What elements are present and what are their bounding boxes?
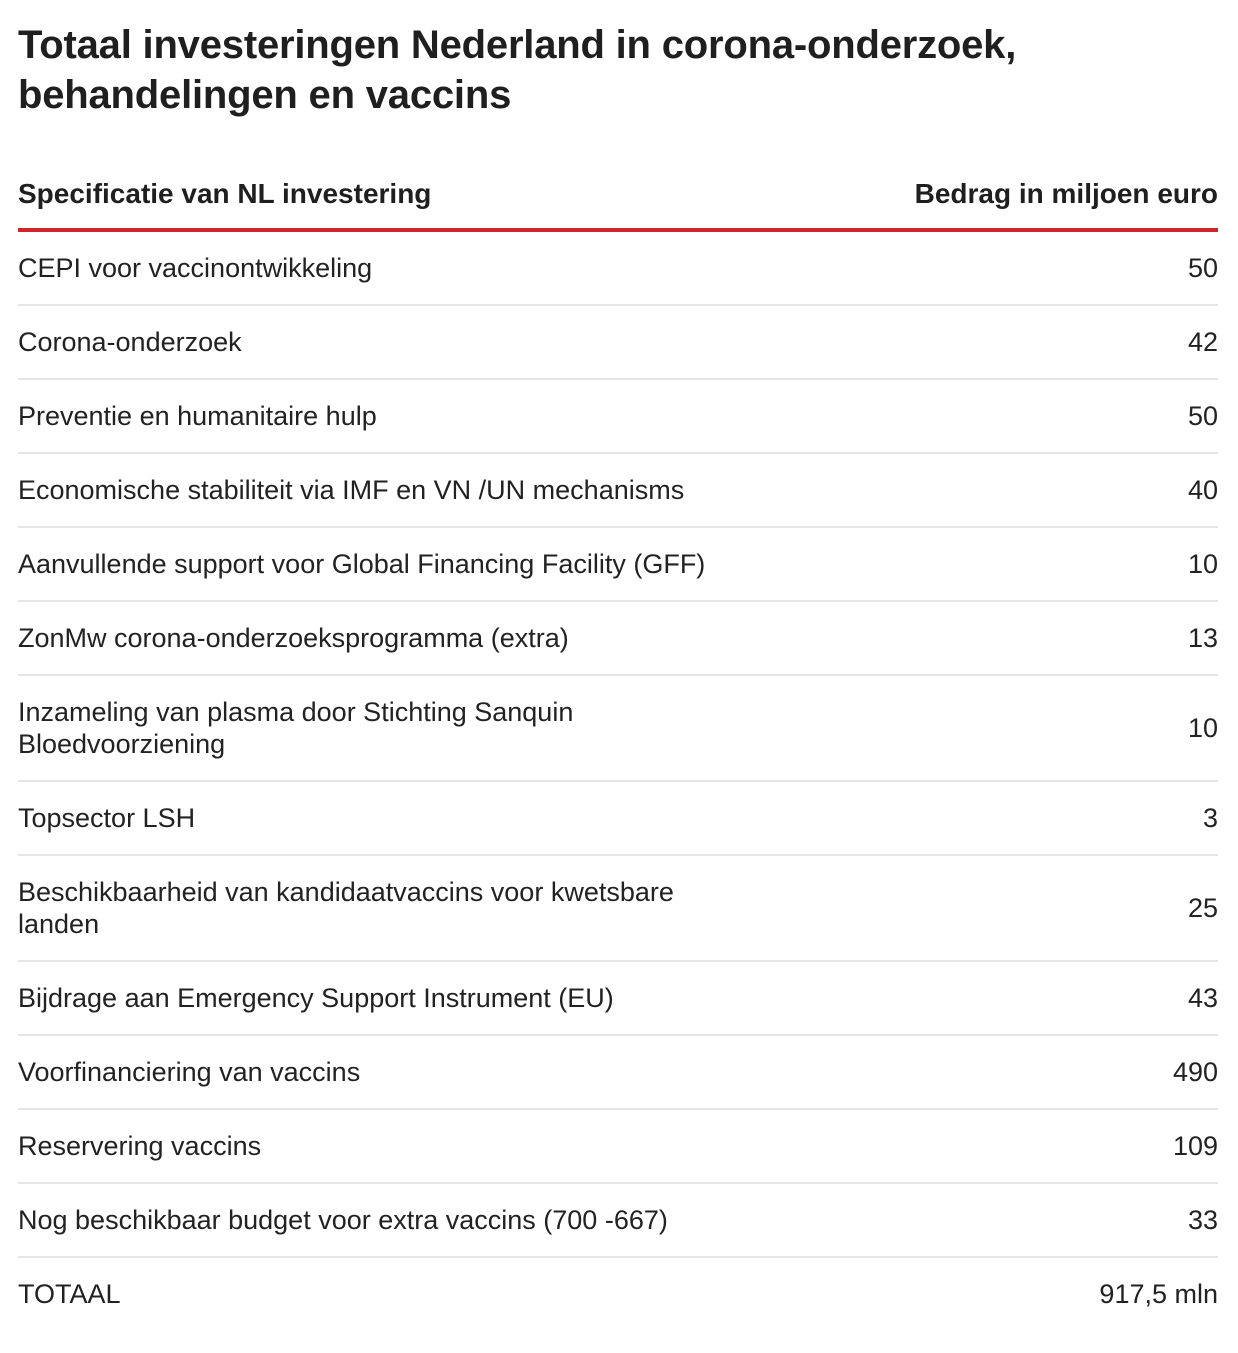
- total-label: [18, 1257, 878, 1330]
- row-value: 3: [878, 781, 1218, 855]
- row-value: 50: [878, 230, 1218, 305]
- row-value: 490: [878, 1035, 1218, 1109]
- row-value: 10: [878, 675, 1218, 781]
- table-row: [18, 1035, 1218, 1109]
- row-label: [18, 855, 878, 961]
- row-value: 25: [878, 855, 1218, 961]
- row-value: 42: [878, 305, 1218, 379]
- row-label: [18, 961, 878, 1035]
- row-label-text: Nog beschikbaar budget voor extra vaccins (700 -667): [18, 1205, 668, 1235]
- row-label: [18, 1035, 878, 1109]
- row-label: [18, 1109, 878, 1183]
- row-label-text: Corona-onderzoek: [18, 327, 242, 357]
- row-label: [18, 781, 878, 855]
- row-label-text: Topsector LSH: [18, 803, 196, 833]
- table-row: [18, 1183, 1218, 1257]
- row-label-text: Beschikbaarheid van kandidaatvaccins voor kwetsbare landen: [18, 877, 674, 939]
- total-value: 917,5 mln: [1099, 1279, 1218, 1309]
- table-row: [18, 1109, 1218, 1183]
- row-label: [18, 527, 878, 601]
- table-row: [18, 601, 1218, 675]
- row-value: 13: [878, 601, 1218, 675]
- investment-table: [18, 170, 1218, 1330]
- table-row: [18, 379, 1218, 453]
- row-label-text: Reservering vaccins: [18, 1131, 262, 1161]
- table-row: [18, 230, 1218, 305]
- table-row: [18, 527, 1218, 601]
- row-label-text: Aanvullende support voor Global Financing Facility (GFF): [18, 549, 706, 579]
- row-label: [18, 379, 878, 453]
- row-value: 50: [878, 379, 1218, 453]
- chart-title: Totaal investeringen Nederland in corona-onderzoek, behandelingen en vaccins: [18, 23, 1017, 117]
- table-row: [18, 961, 1218, 1035]
- row-value: 109: [878, 1109, 1218, 1183]
- column-header-specification: Specificatie van NL investering: [18, 170, 878, 230]
- row-label: [18, 601, 878, 675]
- chart-container: [18, 20, 1218, 1330]
- row-label: [18, 453, 878, 527]
- row-label: [18, 675, 878, 781]
- total-row: [18, 1257, 1218, 1330]
- table-row: [18, 305, 1218, 379]
- row-label-text: Economische stabiliteit via IMF en VN /UN mechanisms: [18, 475, 685, 505]
- row-label: [18, 1183, 878, 1257]
- row-value: 33: [878, 1183, 1218, 1257]
- row-value: 43: [878, 961, 1218, 1035]
- row-label-text: ZonMw corona-onderzoeksprogramma (extra): [18, 623, 569, 653]
- column-header-amount: Bedrag in miljoen euro: [878, 170, 1218, 230]
- table-row: [18, 781, 1218, 855]
- row-label: [18, 305, 878, 379]
- row-label-text: Bijdrage aan Emergency Support Instrument (EU): [18, 983, 614, 1013]
- table-row: [18, 855, 1218, 961]
- table-row: [18, 453, 1218, 527]
- total-label-text: TOTAAL: [18, 1279, 121, 1309]
- table-body: [18, 230, 1218, 1330]
- header-row: [18, 170, 1218, 230]
- table-row: [18, 675, 1218, 781]
- row-label-text: Inzameling van plasma door Stichting Sanquin Bloedvoorziening: [18, 697, 574, 759]
- row-label-text: CEPI voor vaccinontwikkeling: [18, 253, 373, 283]
- row-value: 10: [878, 527, 1218, 601]
- row-value: 40: [878, 453, 1218, 527]
- row-label-text: Preventie en humanitaire hulp: [18, 401, 377, 431]
- row-label: [18, 230, 878, 305]
- table-header: [18, 170, 1218, 230]
- row-label-text: Voorfinanciering van vaccins: [18, 1057, 361, 1087]
